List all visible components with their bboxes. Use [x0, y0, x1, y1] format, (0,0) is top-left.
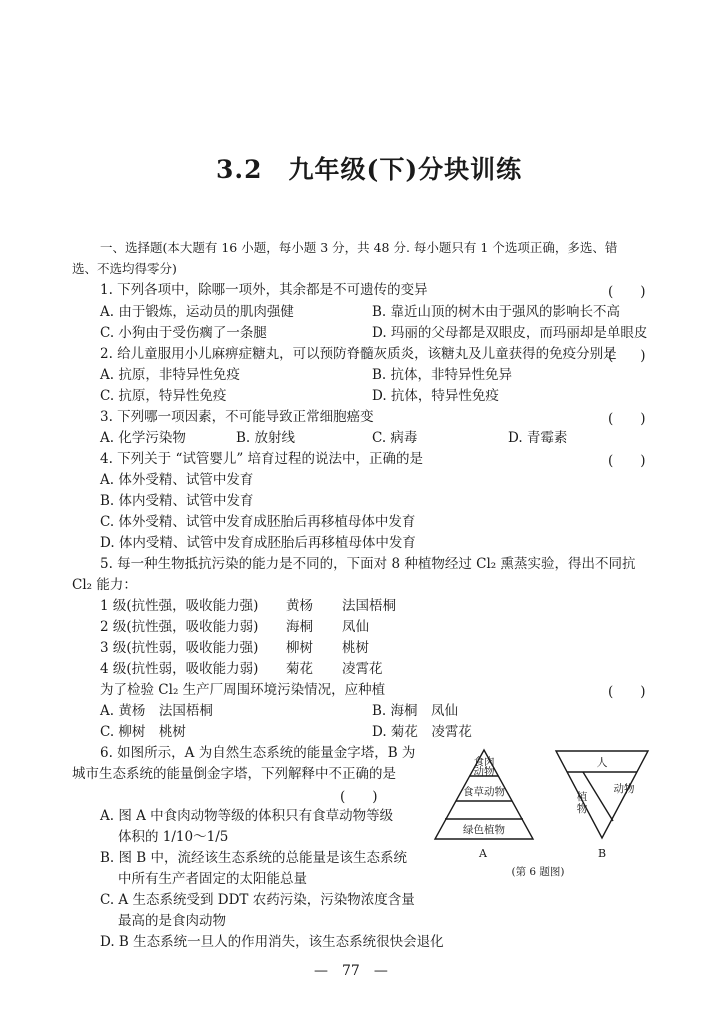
q1-option-b: B. 靠近山顶的树木由于强风的影响长不高	[372, 304, 621, 320]
q3-option-b: B. 放射线	[236, 430, 296, 446]
section-number: 3.2	[216, 155, 263, 184]
q5-level-1-plant-2: 法国梧桐	[342, 598, 396, 614]
q1-option-a: A. 由于锻炼，运动员的肌肉强健	[100, 304, 294, 320]
q5-option-a: A. 黄杨 法国梧桐	[100, 703, 213, 719]
q4-option-b: B. 体内受精、试管中发育	[100, 493, 254, 509]
pyramid-b-animals-label: 动物	[613, 783, 635, 795]
q6-option-d: D. B 生态系统一旦人的作用消失，该生态系统很快会退化	[100, 934, 444, 950]
q5-level-3-plant-1: 柳树	[286, 640, 313, 656]
q3-option-d: D. 青霉素	[508, 430, 568, 446]
question-2-stem: 2. 给儿童服用小儿麻痹症糖丸，可以预防脊髓灰质炎，该糖丸及儿童获得的免疫分别是	[100, 346, 617, 362]
q4-option-d: D. 体内受精、试管中发育成胚胎后再移植母体中发育	[100, 535, 416, 551]
question-3-stem: 3. 下列哪一项因素，不可能导致正常细胞癌变	[100, 409, 374, 425]
q6-option-a-line1: A. 图 A 中食肉动物等级的体积只有食草动物等级	[100, 808, 394, 824]
q5-level-3: 3 级(抗性弱，吸收能力强)	[100, 640, 259, 656]
section-instruction-line2: 选、不选均得零分)	[72, 261, 177, 276]
pyramid-a-bottom-label: 绿色植物	[463, 824, 505, 836]
q5-level-2: 2 级(抗性强，吸收能力弱)	[100, 619, 259, 635]
q6-option-c-line2: 最高的是食肉动物	[118, 913, 226, 929]
question-5-prompt: 为了检验 Cl₂ 生产厂周围环境污染情况，应种植	[100, 682, 386, 698]
q2-option-a: A. 抗原，非特异性免疫	[100, 367, 240, 383]
q5-level-2-plant-1: 海桐	[286, 619, 313, 635]
q5-level-4-plant-1: 菊花	[286, 661, 313, 677]
title-text: 九年级(下)分块训练	[288, 155, 523, 184]
q5-option-d: D. 菊花 凌霄花	[372, 724, 472, 740]
q5-option-c: C. 柳树 桃树	[100, 724, 186, 740]
pyramid-a-letter: A	[479, 847, 487, 860]
q2-option-b: B. 抗体，非特异性免异	[372, 367, 513, 383]
figure-caption: (第 6 题图)	[511, 866, 565, 878]
q6-option-c-line1: C. A 生态系统受到 DDT 农药污染，污染物浓度含量	[100, 892, 415, 908]
q3-option-c: C. 病毒	[372, 430, 418, 446]
q5-level-2-plant-2: 凤仙	[342, 619, 369, 635]
q4-option-c: C. 体外受精、试管中发育成胚胎后再移植母体中发育	[100, 514, 416, 530]
q4-option-a: A. 体外受精、试管中发育	[100, 472, 254, 488]
q2-option-d: D. 抗体，特异性免疫	[372, 388, 499, 404]
pyramid-b-plants-label-2: 物	[576, 803, 588, 815]
pyramid-a-top-label-2: 动物	[473, 766, 495, 778]
question-5-stem-line1: 5. 每一种生物抵抗污染的能力是不同的，下面对 8 种植物经过 Cl₂ 熏蒸实验，得出不同抗	[100, 556, 636, 572]
question-5-stem-line2: Cl₂ 能力：	[72, 577, 137, 593]
question-6-stem-line1: 6. 如图所示，A 为自然生态系统的能量金字塔，B 为	[100, 745, 416, 761]
answer-blank-q6: ( )	[340, 789, 378, 805]
q5-level-1: 1 级(抗性强，吸收能力强)	[100, 598, 259, 614]
question-6-stem-line2: 城市生态系统的能量倒金字塔，下列解释中不正确的是	[72, 766, 396, 782]
section-instruction-line1: 一、选择题(本大题有 16 小题，每小题 3 分，共 48 分. 每小题只有 1 个选项正确，多选、错	[100, 240, 618, 255]
answer-blank-q1: ( )	[608, 284, 646, 300]
q5-level-1-plant-1: 黄杨	[286, 598, 313, 614]
answer-blank-q5: ( )	[608, 684, 646, 700]
question-4-stem: 4. 下列关于 “试管婴儿” 培育过程的说法中，正确的是	[100, 451, 424, 467]
pyramid-a-middle-label: 食草动物	[463, 786, 505, 798]
q5-level-4: 4 级(抗性弱，吸收能力弱)	[100, 661, 259, 677]
q1-option-d: D. 玛丽的父母都是双眼皮，而玛丽却是单眼皮	[372, 325, 648, 341]
q6-option-a-line2: 体积的 1/10～1/5	[118, 829, 229, 845]
answer-blank-q2: ( )	[608, 348, 646, 364]
pyramid-b-letter: B	[597, 847, 607, 860]
q6-option-b-line2: 中所有生产者固定的太阳能总量	[118, 871, 307, 887]
question-1-stem: 1. 下列各项中，除哪一项外，其余都是不可遗传的变异	[100, 282, 428, 298]
q5-option-b: B. 海桐 凤仙	[372, 703, 459, 719]
page-title	[216, 150, 522, 186]
pyramid-b-plants-label-1: 植	[576, 791, 588, 803]
pyramid-a-top-label-1: 食肉	[473, 756, 495, 768]
pyramid-b-top-label: 人	[596, 756, 608, 769]
q5-level-3-plant-2: 桃树	[342, 640, 369, 656]
question-6-figure	[428, 745, 660, 880]
q6-option-b-line1: B. 图 B 中，流经该生态系统的总能量是该生态系统	[100, 850, 408, 866]
answer-blank-q3: ( )	[608, 411, 646, 427]
q5-level-4-plant-2: 凌霄花	[342, 661, 383, 677]
q3-option-a: A. 化学污染物	[100, 430, 186, 446]
page-number: — 77 —	[314, 963, 388, 979]
answer-blank-q4: ( )	[608, 453, 646, 469]
q2-option-c: C. 抗原，特异性免疫	[100, 388, 227, 404]
q1-option-c: C. 小狗由于受伤瘸了一条腿	[100, 325, 267, 341]
